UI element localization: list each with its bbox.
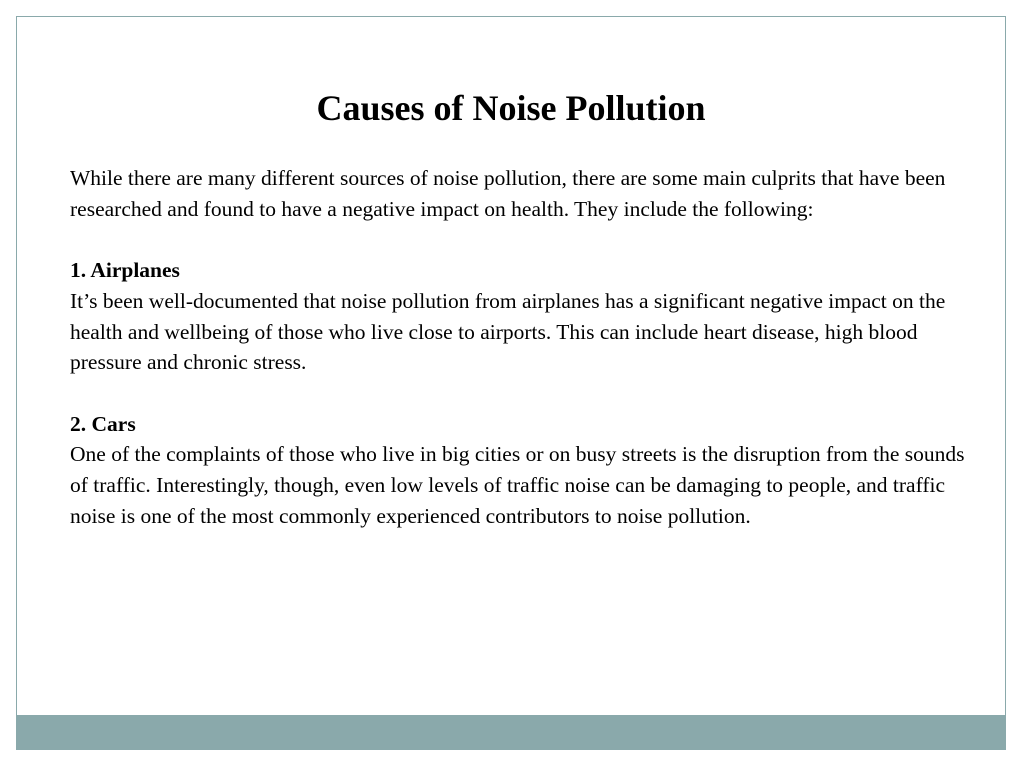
slide-body: [70, 163, 980, 531]
intro-paragraph-line-1: While there are many different sources of noise pollution, there are some main culprits that have been: [70, 166, 946, 190]
intro-paragraph-line-2: researched and found to have a negative impact on health. They include the following:: [70, 196, 814, 221]
paragraph-spacer: [70, 224, 980, 255]
slide: [16, 16, 1006, 750]
paragraph-spacer: [70, 378, 980, 409]
section-text-airplanes: It’s been well-documented that noise pollution from airplanes has a significant negative impact on the health and wellbeing of those who live close to airports. This can include heart disease, high blood pressure and chronic stress.: [70, 288, 946, 375]
section-heading-cars: 2. Cars: [70, 411, 136, 436]
slide-title: Causes of Noise Pollution: [316, 88, 706, 128]
section-heading-airplanes: 1. Airplanes: [70, 258, 180, 283]
section-text-cars: One of the complaints of those who live in big cities or on busy streets is the disruption from the sounds of traffic. Interestingly, though, even low levels of traffic noise can be damaging to people, and traffic noise is one of the most commonly experienced contributors to noise pollution.: [70, 442, 965, 528]
footer-accent-bar: [17, 715, 1005, 749]
